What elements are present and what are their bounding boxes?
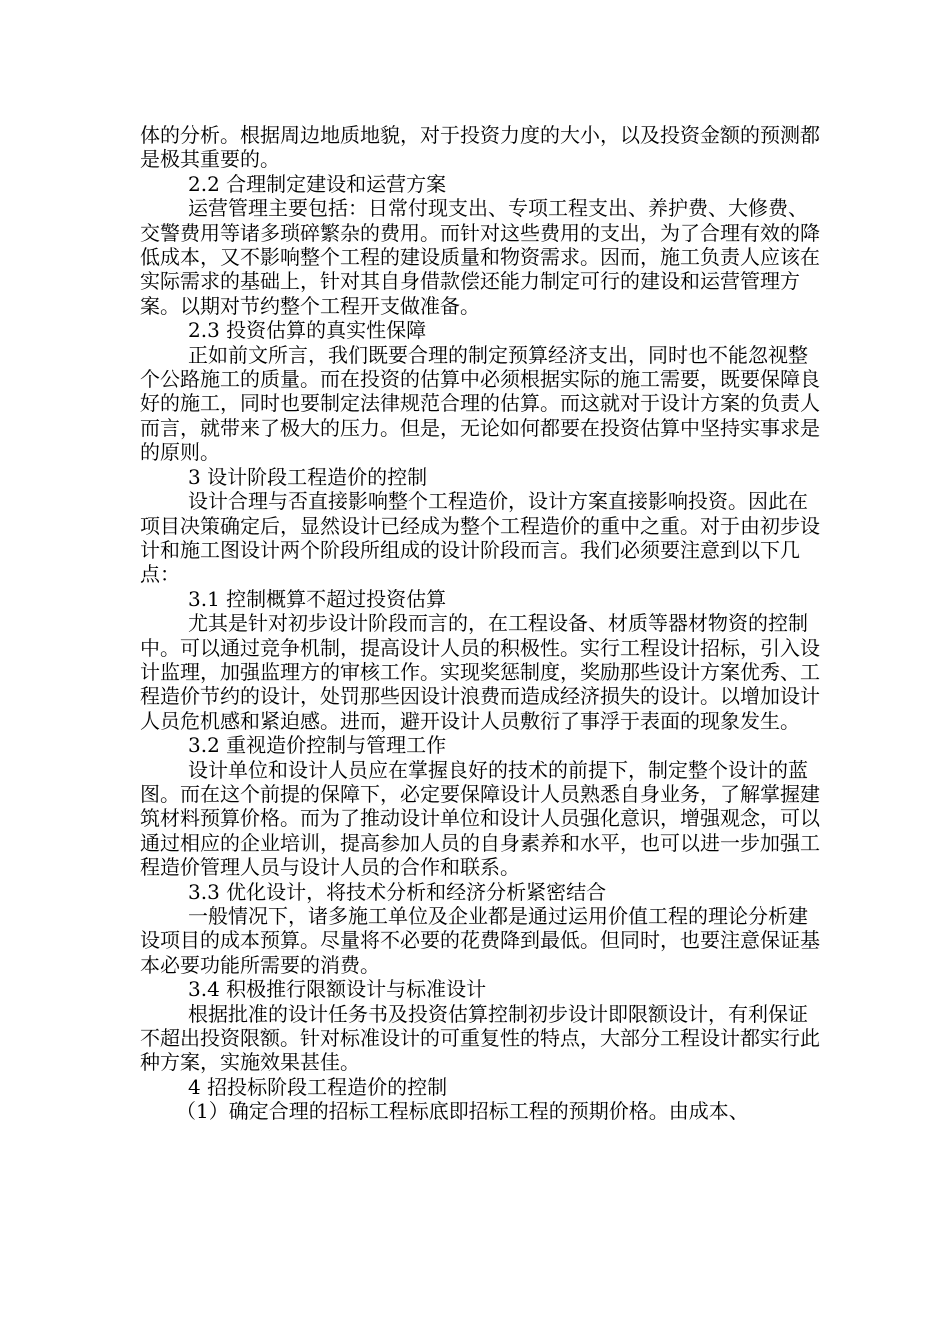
paragraph: 根据批准的设计任务书及投资估算控制初步设计即限额设计，有利保证不超出投资限额。针对标准设计的可重复性的特点，大部分工程设计都实行此种方案，实施效果甚佳。 xyxy=(140,1001,820,1075)
paragraph: 运营管理主要包括：日常付现支出、专项工程支出、养护费、大修费、交警费用等诸多琐碎繁杂的费用。而针对这些费用的支出，为了合理有效的降低成本，又不影响整个工程的建设质量和物资需求。因而，施工负责人应该在实际需求的基础上，针对其自身借款偿还能力制定可行的建设和运营管理方案。以期对节约整个工程开支做准备。 xyxy=(140,196,820,318)
paragraph: 尤其是针对初步设计阶段而言的，在工程设备、材质等器材物资的控制中。可以通过竞争机制，提高设计人员的积极性。实行工程设计招标，引入设计监理，加强监理方的审核工作。实现奖惩制度，奖励那些设计方案优秀、工程造价节约的设计，处罚那些因设计浪费而造成经济损失的设计。以增加设计人员危机感和紧迫感。进而，避开设计人员敷衍了事浮于表面的现象发生。 xyxy=(140,611,820,733)
paragraph-continuation: 体的分析。根据周边地质地貌，对于投资力度的大小，以及投资金额的预测都是极其重要的。 xyxy=(140,123,820,172)
section-heading-3: 3 设计阶段工程造价的控制 xyxy=(188,464,428,489)
section-heading-3-3: 3.3 优化设计，将技术分析和经济分析紧密结合 xyxy=(188,879,607,904)
section-heading-2-2: 2.2 合理制定建设和运营方案 xyxy=(188,171,447,196)
document-body xyxy=(140,123,820,1124)
paragraph: 设计合理与否直接影响整个工程造价，设计方案直接影响投资。因此在项目决策确定后，显然设计已经成为整个工程造价的重中之重。对于由初步设计和施工图设计两个阶段所组成的设计阶段而言。我们必须要注意到以下几点： xyxy=(140,489,820,587)
paragraph: 设计单位和设计人员应在掌握良好的技术的前提下，制定整个设计的蓝图。而在这个前提的保障下，必定要保障设计人员熟悉自身业务，了解掌握建筑材料预算价格。而为了推动设计单位和设计人员强化意识，增强观念，可以通过相应的企业培训，提高参加人员的自身素养和水平，也可以进一步加强工程造价管理人员与设计人员的合作和联系。 xyxy=(140,757,820,880)
list-item-1: （1）确定合理的招标工程标底即招标工程的预期价格。由成本、 xyxy=(176,1099,749,1124)
section-heading-3-4: 3.4 积极推行限额设计与标准设计 xyxy=(188,977,487,1002)
section-heading-4: 4 招投标阶段工程造价的控制 xyxy=(188,1074,448,1099)
section-heading-3-2: 3.2 重视造价控制与管理工作 xyxy=(188,733,447,758)
section-heading-3-1: 3.1 控制概算不超过投资估算 xyxy=(188,586,447,611)
paragraph: 正如前文所言，我们既要合理的制定预算经济支出，同时也不能忽视整个公路施工的质量。而在投资的估算中必须根据实际的施工需要，既要保障良好的施工，同时也要制定法律规范合理的估算。而这就对于设计方案的负责人而言，就带来了极大的压力。但是，无论如何都要在投资估算中坚持实事求是的原则。 xyxy=(140,342,820,465)
section-heading-2-3: 2.3 投资估算的真实性保障 xyxy=(188,318,427,343)
paragraph: 一般情况下，诸多施工单位及企业都是通过运用价值工程的理论分析建设项目的成本预算。尽量将不必要的花费降到最低。但同时，也要注意保证基本必要功能所需要的消费。 xyxy=(140,904,820,977)
